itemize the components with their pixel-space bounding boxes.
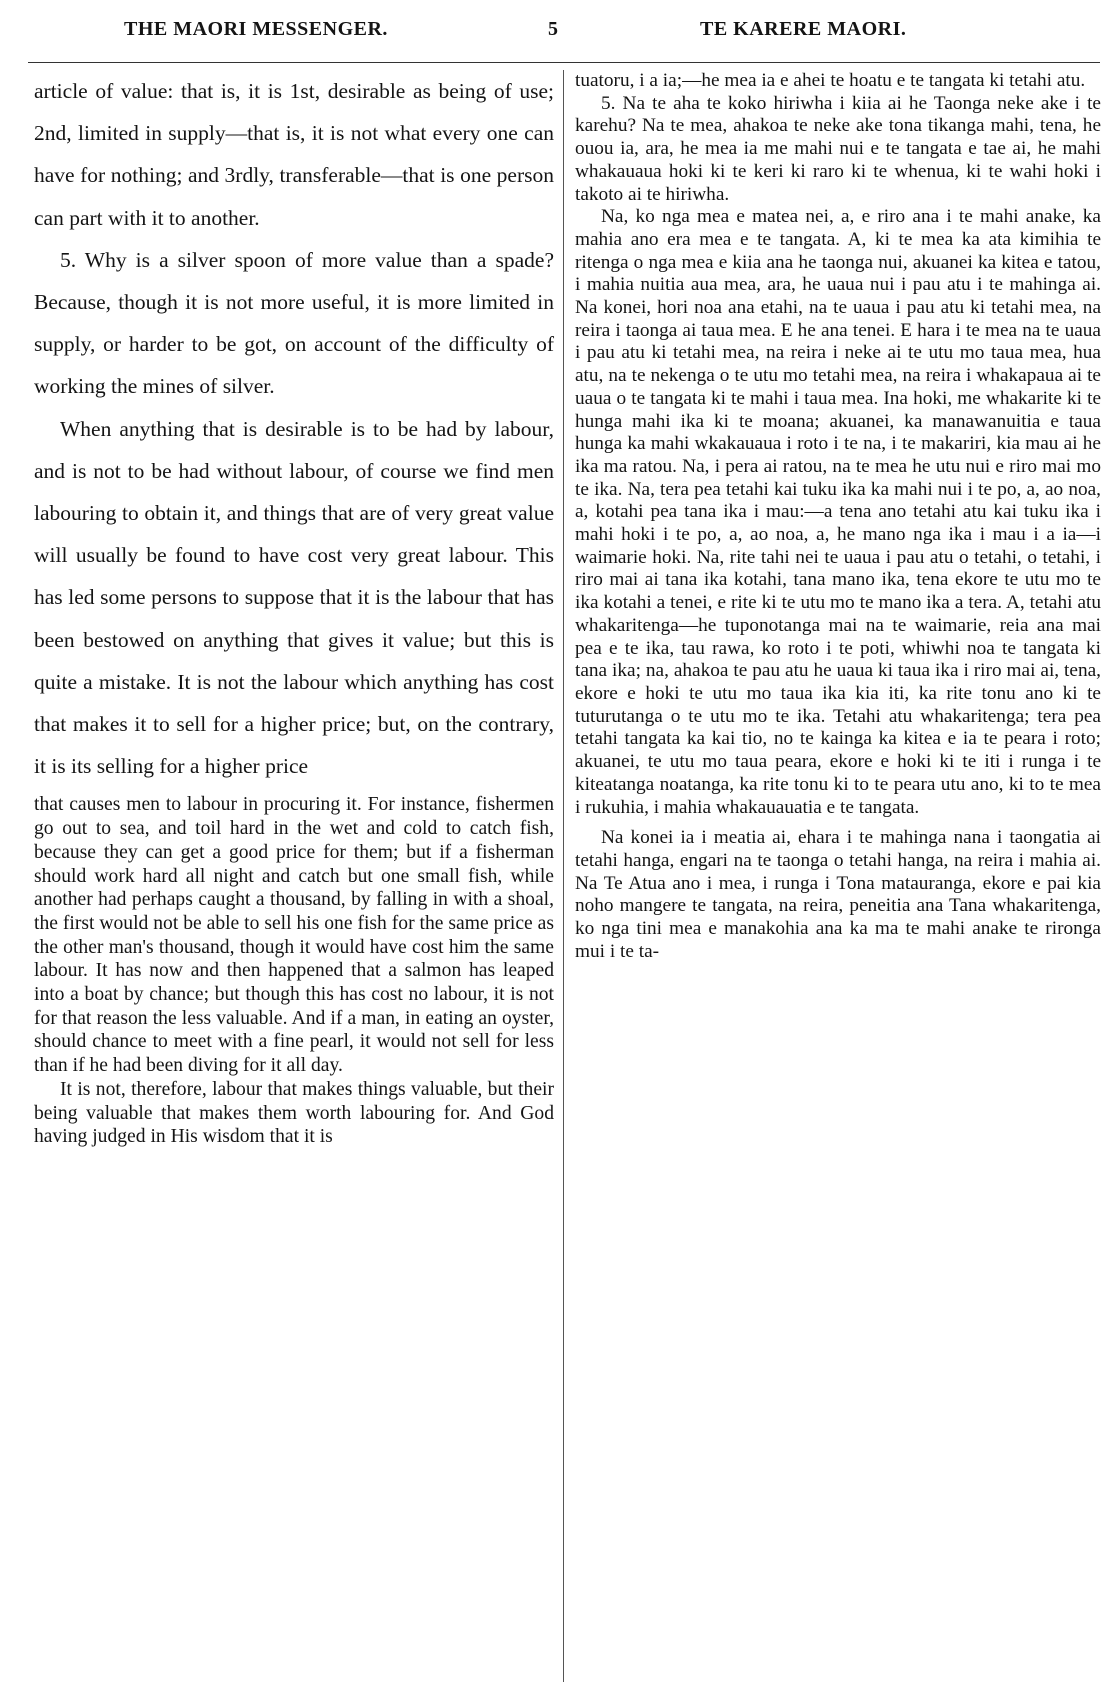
maori-paragraph: tuatoru, i a ia;—he mea ia e ahei te hoatu e te tangata ki tetahi atu. <box>575 70 1086 91</box>
header-rule <box>28 62 1100 63</box>
header-english-title: THE MAORI MESSENGER. <box>124 18 388 40</box>
english-paragraph: It is not, therefore, labour that makes things valuable, but their being valuable that makes them worth labouring for. And God having judged in His wisdom that it is <box>34 1078 554 1148</box>
maori-paragraph: 5. Na te aha te koko hiriwha i kiia ai he Taonga neke ake i te karehu? Na te mea, ahakoa te neke ake tona tikanga mahi, tena, he ouou ia, ara, he mea ia me mahi nui e te tangata e tae ai, he mahi whakauaua hoki ki te keri ki raro ki te whenua, ki te wahi hoki i takoto ai te hiriwha. <box>575 92 1101 205</box>
english-column <box>34 70 554 1149</box>
english-paragraph: 5. Why is a silver spoon of more value than a spade? Because, though it is not more useful, it is more limited in supply, or harder to be got, on account of the difficulty of working the mines of silver. <box>34 247 554 399</box>
page-number: 5 <box>548 18 559 40</box>
maori-paragraph: Na konei ia i meatia ai, ehara i te mahinga nana i taongatia ai tetahi hanga, engari na te taonga o tetahi hanga, na reira i mahia ai. Na Te Atua ano i mea, i runga i Tona matauranga, ekore e pai kia noho mangere te tangata, na reira, peneitia ana Tana whakaritenga, ko nga tini mea e manakohia ana ka ma te mahi anake te rironga mui i te ta- <box>575 827 1101 962</box>
english-paragraph: that causes men to labour in procuring it. For instance, fishermen go out to sea, and toil hard in the wet and cold to catch fish, because they can get a good price for them; but if a fisherman should work hard all night and catch but one small fish, while another had perhaps caught a thousand, by falling in with a shoal, the first would not be able to sell his one fish for the same price as the other man's thousand, though it would have cost him the same labour. It has now and then happened that a salmon has leaped into a boat by chance; but though this has cost no labour, it is not for that reason the less valuable. And if a man, in eating an oyster, should chance to meet with a fine pearl, it would not sell for less than if he had been diving for it all day. <box>34 794 554 1077</box>
header-maori-title: TE KARERE MAORI. <box>700 18 907 40</box>
english-paragraph: When anything that is desirable is to be had by labour, and is not to be had without labour, of course we find men labouring to obtain it, and things that are of very great value will usually be found to have cost very great labour. This has led some persons to suppose that it is the labour that has been bestowed on anything that gives it value; but this is quite a mistake. It is not the labour which anything has cost that makes it to sell for a higher price; but, on the contrary, it is its selling for a higher price <box>34 416 554 779</box>
maori-paragraph: Na, ko nga mea e matea nei, a, e riro ana i te mahi anake, ka mahia ano era mea e te tangata. A, ki te mea ka ata kimihia te ritenga o nga mea e kiia ana he taonga nui, akuanei ka kitea e tatou, i mahia nuitia aua mea, ara, he uaua nui i pau atu i te mahinga ai. Na konei, hori noa ana etahi, na te uaua i pau atu ki tetahi mea, na reira i taonga ai taua mea. E he ana tenei. E hara i te mea na te uaua i pau atu ki tetahi mea, na reira i neke ai te utu mo taua mea, hua atu, na te nekenga o te utu mo tetahi mea, na reira i whakapaua ai te uaua o te tangata ki te mahi i taua mea. Ina hoki, me whakarite ki te hunga mahi ika ki te moana; akuanei, ka manawanuitia e taua hunga ka mahi wkakauaua i roto i te na, i te makariri, kia mau ai he ika ma ratou. Na, i pera ai ratou, na te mea he utu nui e riro mai mo te ika. Na, tera pea tetahi kai tuku ika ka mahi nui i te po, a, ao noa, a, kotahi pea tana ika i mau:—a tena ano tetahi atu kai tuku ika i mahi hoki i te po, a, ao noa, a, he mano nga ika i mau i a ia—i waimarie hoki. Na, rite tahi nei te uaua i pau atu o tetahi, o tetahi, i riro mai ai tana ika kotahi, tana mano ika, tena ekore te utu mo te ika kotahi a tenei, e rite ki te utu mo te mano ika a tera. A, tetahi atu whakaritenga—he tuponotanga mai na te waimarie, reia ana mai pea e te ika, tau rawa, ko roto i te poti, whiwhi noa te tangata ki tana ika; na, ahakoa te pau atu he uaua ki taua ika i riro mai ai, tena, ekore e hoki te utu mo taua ika kia iti, ka rite tonu ano ki te tuturutanga o te utu mo te ika. Tetahi atu whakaritenga; tera pea tetahi tangata ka kai tio, no te kainga ka kitea e ia te peara i roto; akuanei, te utu mo taua peara, ekore e hoki ki te iti i runga i te kiteatanga noatanga, ka rite tonu ki to te peara utu ano, ki to te mea i rukuhia, i mahia whakauauatia e te tangata. <box>575 206 1101 818</box>
page-header <box>0 18 1114 48</box>
column-divider <box>563 70 564 1682</box>
maori-column <box>575 70 1101 963</box>
english-paragraph: article of value: that is, it is 1st, desirable as being of use; 2nd, limited in supply—that is, it is not what every one can have for nothing; and 3rdly, transferable—that is one person can part with it to another. <box>34 79 554 230</box>
